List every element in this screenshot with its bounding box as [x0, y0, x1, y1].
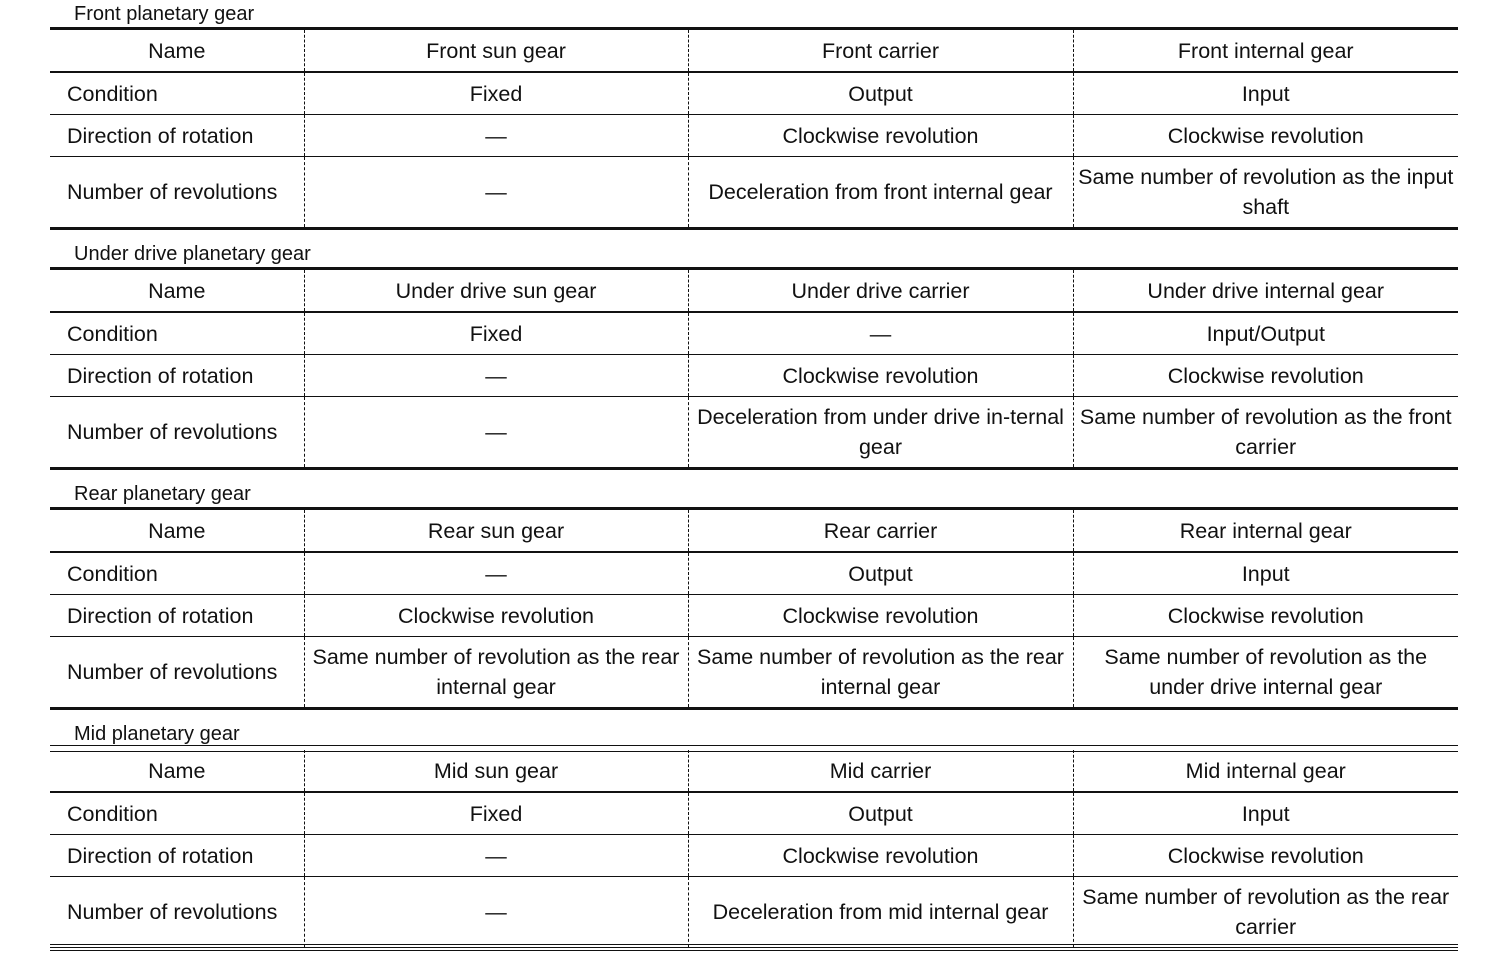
table-row [50, 72, 1458, 115]
double-rule [50, 944, 1458, 951]
table-row [50, 312, 1458, 355]
header-cell: Mid carrier [688, 750, 1073, 792]
row-label: Direction of rotation [50, 835, 304, 877]
gear-table [50, 510, 1458, 710]
table-row [50, 157, 1458, 229]
header-cell: Name [50, 30, 304, 72]
table-cell: — [304, 552, 688, 595]
table-cell: — [688, 312, 1073, 355]
table-cell: Same number of revolution as the rear internal gear [304, 637, 688, 709]
row-label: Direction of rotation [50, 595, 304, 637]
gear-table [50, 750, 1458, 948]
table-cell: Clockwise revolution [1073, 595, 1458, 637]
row-label: Condition [50, 792, 304, 835]
table-cell: Clockwise revolution [304, 595, 688, 637]
table-cell: — [304, 835, 688, 877]
table-cell: Clockwise revolution [1073, 835, 1458, 877]
header-cell: Front internal gear [1073, 30, 1458, 72]
table-cell: Clockwise revolution [1073, 355, 1458, 397]
header-row [50, 510, 1458, 552]
table-cell: Clockwise revolution [688, 835, 1073, 877]
table-cell: — [304, 115, 688, 157]
table-cell: Same number of revolution as the front carrier [1073, 397, 1458, 469]
section-title: Rear planetary gear [74, 483, 251, 505]
table-row [50, 637, 1458, 709]
table-cell: Same number of revolution as the under drive internal gear [1073, 637, 1458, 709]
gear-table [50, 30, 1458, 230]
table-cell: Same number of revolution as the rear internal gear [688, 637, 1073, 709]
row-label: Number of revolutions [50, 877, 304, 948]
header-cell: Mid sun gear [304, 750, 688, 792]
row-label: Direction of rotation [50, 115, 304, 157]
gear-table [50, 270, 1458, 470]
table-row [50, 115, 1458, 157]
table-cell: Same number of revolution as the input shaft [1073, 157, 1458, 229]
row-label: Number of revolutions [50, 637, 304, 709]
table-row [50, 355, 1458, 397]
table-cell: Clockwise revolution [1073, 115, 1458, 157]
header-cell: Mid internal gear [1073, 750, 1458, 792]
header-cell: Under drive carrier [688, 270, 1073, 312]
table-cell: Input [1073, 72, 1458, 115]
table-cell: Clockwise revolution [688, 355, 1073, 397]
row-label: Number of revolutions [50, 157, 304, 229]
row-label: Condition [50, 72, 304, 115]
table-cell: Deceleration from front internal gear [688, 157, 1073, 229]
table-cell: — [304, 157, 688, 229]
table-row [50, 877, 1458, 948]
table-cell: — [304, 397, 688, 469]
table-cell: — [304, 355, 688, 397]
header-row [50, 750, 1458, 792]
header-row [50, 270, 1458, 312]
table-row [50, 595, 1458, 637]
header-cell: Rear internal gear [1073, 510, 1458, 552]
table-cell: Input [1073, 792, 1458, 835]
section-title: Front planetary gear [74, 3, 255, 25]
header-row [50, 30, 1458, 72]
table-row [50, 835, 1458, 877]
header-cell: Name [50, 510, 304, 552]
table-cell: Output [688, 792, 1073, 835]
table-cell: Clockwise revolution [688, 595, 1073, 637]
header-cell: Name [50, 270, 304, 312]
header-cell: Under drive sun gear [304, 270, 688, 312]
table-cell: Output [688, 552, 1073, 595]
header-cell: Rear carrier [688, 510, 1073, 552]
header-cell: Name [50, 750, 304, 792]
table-cell: Deceleration from under drive in-ternal gear [688, 397, 1073, 469]
row-label: Condition [50, 312, 304, 355]
table-cell: Clockwise revolution [688, 115, 1073, 157]
table-cell: Input/Output [1073, 312, 1458, 355]
table-cell: Fixed [304, 312, 688, 355]
header-cell: Under drive internal gear [1073, 270, 1458, 312]
row-label: Direction of rotation [50, 355, 304, 397]
table-cell: Output [688, 72, 1073, 115]
header-cell: Front sun gear [304, 30, 688, 72]
table-cell: Fixed [304, 792, 688, 835]
table-cell: Deceleration from mid internal gear [688, 877, 1073, 948]
table-row [50, 552, 1458, 595]
header-cell: Front carrier [688, 30, 1073, 72]
row-label: Condition [50, 552, 304, 595]
table-cell: — [304, 877, 688, 948]
section-title: Mid planetary gear [74, 723, 240, 745]
section-title: Under drive planetary gear [74, 243, 311, 265]
table-row [50, 792, 1458, 835]
table-row [50, 397, 1458, 469]
header-cell: Rear sun gear [304, 510, 688, 552]
row-label: Number of revolutions [50, 397, 304, 469]
table-cell: Input [1073, 552, 1458, 595]
table-cell: Fixed [304, 72, 688, 115]
table-cell: Same number of revolution as the rear carrier [1073, 877, 1458, 948]
